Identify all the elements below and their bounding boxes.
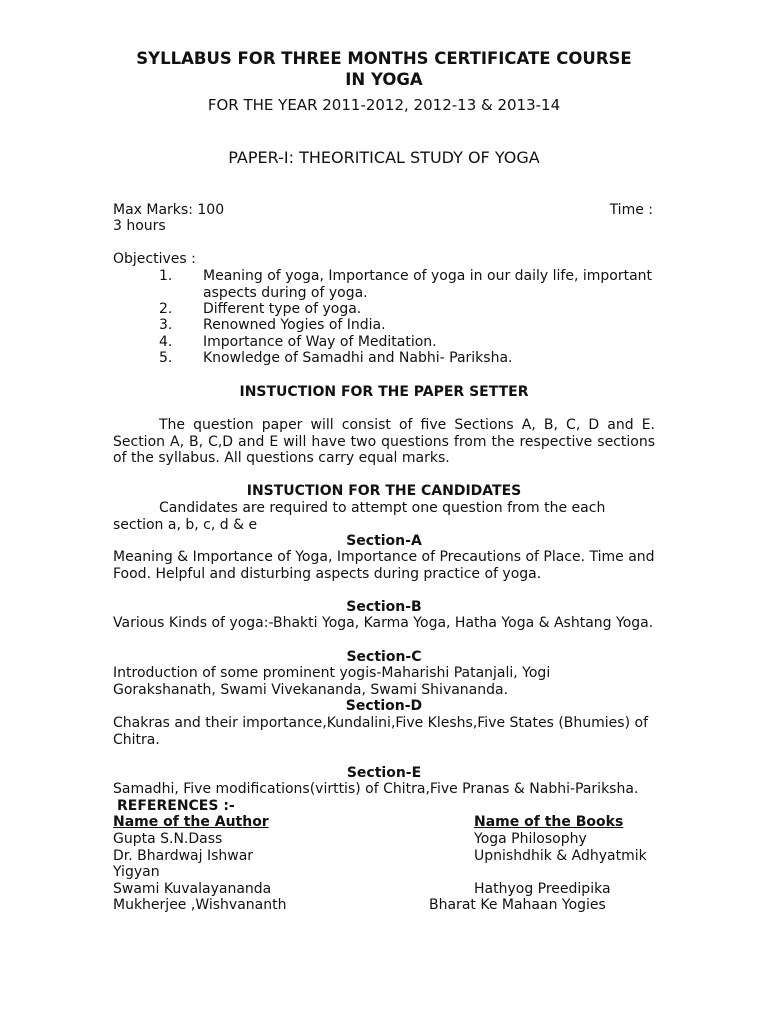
- candidates-text: Candidates are required to attempt one question from the each section a, b, c, d & e: [113, 500, 606, 533]
- section-b-heading: Section-B: [346, 599, 422, 615]
- list-item-text: Importance of Way of Meditation.: [203, 334, 437, 350]
- list-item-number: 5.: [159, 350, 173, 366]
- list-item-number: 2.: [159, 301, 173, 317]
- list-item-number: 1.: [159, 268, 173, 284]
- reference-book: Hathyog Preedipika: [474, 881, 611, 897]
- list-item-text: Knowledge of Samadhi and Nabhi- Pariksha.: [203, 350, 513, 366]
- section-b-text: Various Kinds of yoga:-Bhakti Yoga, Karma Yoga, Hatha Yoga & Ashtang Yoga.: [113, 615, 654, 631]
- paper-title: PAPER-I: THEORITICAL STUDY OF YOGA: [228, 148, 540, 167]
- reference-author: Mukherjee ,Wishvananth: [113, 897, 287, 913]
- list-item-number: 4.: [159, 334, 173, 350]
- reference-book: Yoga Philosophy: [474, 831, 587, 847]
- section-d-heading: Section-D: [345, 698, 423, 714]
- reference-author: Gupta S.N.Dass: [113, 831, 223, 847]
- reference-author: Swami Kuvalayananda: [113, 881, 272, 897]
- paper-setter-heading: INSTUCTION FOR THE PAPER SETTER: [239, 384, 529, 400]
- section-e-heading: Section-E: [346, 765, 422, 781]
- section-d-text: Chakras and their importance,Kundalini,Five Kleshs,Five States (Bhumies) of Chitra.: [113, 715, 648, 748]
- section-c-text: Introduction of some prominent yogis-Maharishi Patanjali, Yogi Gorakshanath, Swami Vivekananda, Swami Shivananda.: [113, 665, 551, 698]
- reference-author: Dr. Bhardwaj Ishwar: [113, 848, 254, 864]
- year-line: FOR THE YEAR 2011-2012, 2012-13 & 2013-14: [207, 96, 561, 114]
- list-item-text: Meaning of yoga, Importance of yoga in our daily life, important aspects during of yoga.: [203, 268, 653, 301]
- list-item-text: Different type of yoga.: [203, 301, 362, 317]
- paper-setter-text: The question paper will consist of five Sections A, B, C, D and E. Section A, B, C,D and E will have two questions from the respective sections of the syllabus. All questions carry equal marks.: [113, 417, 655, 466]
- list-item-text: Renowned Yogies of India.: [203, 317, 386, 333]
- references-heading: REFERENCES :-: [117, 798, 235, 814]
- section-e-text: Samadhi, Five modifications(virttis) of Chitra,Five Pranas & Nabhi-Pariksha.: [113, 781, 639, 797]
- section-a-heading: Section-A: [346, 533, 422, 549]
- time-value: 3 hours: [113, 218, 166, 234]
- title-line-1: SYLLABUS FOR THREE MONTHS CERTIFICATE COURSE: [136, 49, 632, 68]
- reference-book-continued: Yigyan: [113, 864, 160, 880]
- reference-book: Upnishdhik & Adhyatmik: [474, 848, 647, 864]
- time-label: Time :: [609, 202, 653, 218]
- candidates-heading: INSTUCTION FOR THE CANDIDATES: [246, 483, 522, 499]
- list-item-number: 3.: [159, 317, 173, 333]
- objectives-heading: Objectives :: [113, 251, 196, 267]
- reference-book: Bharat Ke Mahaan Yogies: [429, 897, 606, 913]
- title-line-2: IN YOGA: [345, 70, 423, 89]
- max-marks: Max Marks: 100: [113, 202, 225, 218]
- books-column-heading: Name of the Books: [474, 814, 624, 830]
- section-a-text: Meaning & Importance of Yoga, Importance of Precautions of Place. Time and Food. Helpful and disturbing aspects during practice of yoga.: [113, 549, 655, 582]
- author-column-heading: Name of the Author: [113, 814, 269, 830]
- section-c-heading: Section-C: [346, 649, 422, 665]
